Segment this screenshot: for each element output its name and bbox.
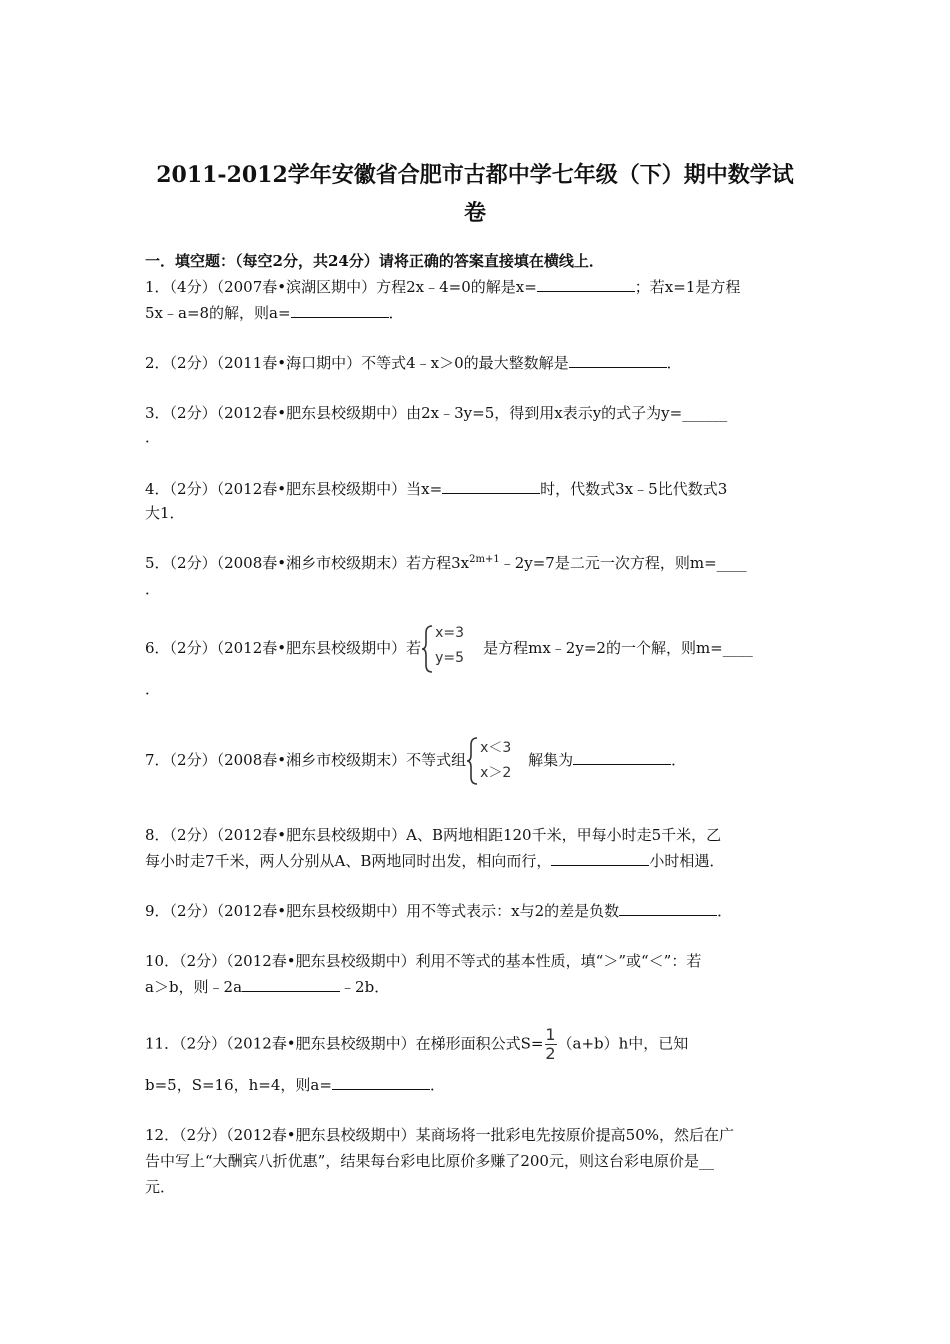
left-brace-icon [421,624,435,674]
question-11-line-1: 11．（2分）（2012春•肥东县校级期中）在梯形面积公式$S=\frac{1}{2}(a+b)h$中，已知 [145,1025,689,1063]
system-equation-bottom: y=5 [435,650,465,666]
question-3-line-2: ． [145,428,161,446]
question-4-line-1: 4．（2分）（2012春•肥东县校级期中）当x= 时，代数式3x﹣5比代数式3 [145,480,728,498]
answer-blank [551,850,649,866]
question-1-line-1: 1．（4分）（2007春•滨湖区期中）方程2x﹣4=0的解是x= ；若x=1是方程 [145,278,741,296]
question-6-line-1: 6．（2分）（2012春•肥东县校级期中）若 x=3 y=5 是方程mx﹣2y=2的一个解，则m=____ [145,624,753,674]
question-11-line-2: b=5，S=16，h=4，则a= ． [145,1076,445,1094]
left-brace-icon [466,736,480,786]
question-7: 7．（2分）（2008春•湘乡市校级期末）不等式组 x＜3 x＞2 解集为 ． [145,736,686,786]
inequality-system-brace [466,736,528,786]
question-1-line-2: 5x﹣a=8的解，则a= ． [145,304,404,322]
question-6-line-2: ． [145,680,161,698]
question-8-line-1: 8．（2分）（2012春•肥东县校级期中）A、B两地相距120千米，甲每小时走5千米，乙 [145,826,722,844]
answer-blank [619,900,717,916]
answer-blank [332,1074,430,1090]
equation-system-brace [421,624,483,674]
page-title-line-2: 卷 [463,200,486,226]
answer-blank [569,352,667,368]
question-4-line-2: 大1． [145,504,185,522]
system-inequality-top: x＜3 [480,740,512,756]
question-8-line-2: 每小时走7千米，两人分别从A、B两地同时出发，相向而行， 小时相遇． [145,852,725,870]
question-10-line-1: 10．（2分）（2012春•肥东县校级期中）利用不等式的基本性质，填“＞”或“＜”：若 [145,952,702,970]
answer-blank [573,749,671,765]
question-12-line-2: 告中写上“大酬宾八折优惠”，结果每台彩电比原价多赚了200元，则这台彩电原价是__ [145,1152,714,1170]
question-12-line-1: 12．（2分）（2012春•肥东县校级期中）某商场将一批彩电先按原价提高50%，然后在广 [145,1126,734,1144]
system-inequality-bottom: x＞2 [480,765,512,781]
answer-blank [242,976,340,992]
page-title-line-1: 2011-2012学年安徽省合肥市古都中学七年级（下）期中数学试 [156,162,794,188]
question-3-line-1: 3．（2分）（2012春•肥东县校级期中）由2x﹣3y=5，得到用x表示y的式子为y=______ [145,404,728,422]
question-12-line-3: 元． [145,1178,176,1196]
answer-blank [442,478,540,494]
question-5-line-2: ． [145,580,161,598]
system-equation-top: x=3 [435,625,465,641]
question-10-line-2: a＞b，则﹣2a ﹣2b． [145,978,390,996]
fraction-one-half: $\frac{1}{2}$ [545,1025,556,1063]
section-heading: 一．填空题：（每空2分，共24分）请将正确的答案直接填在横线上． [145,252,604,270]
question-9: 9．（2分）（2012春•肥东县校级期中）用不等式表示：x与2的差是负数 ． [145,902,733,920]
answer-blank [291,302,389,318]
question-2: 2．（2分）（2011春•海口期中）不等式4﹣x＞0的最大整数解是 ． [145,354,682,372]
question-5-line-1: 5．（2分）（2008春•湘乡市校级期末）若方程$3x^{2m+1}﹣2y=7$是二元一次方程，则m=____ [145,554,747,572]
answer-blank [537,276,635,292]
